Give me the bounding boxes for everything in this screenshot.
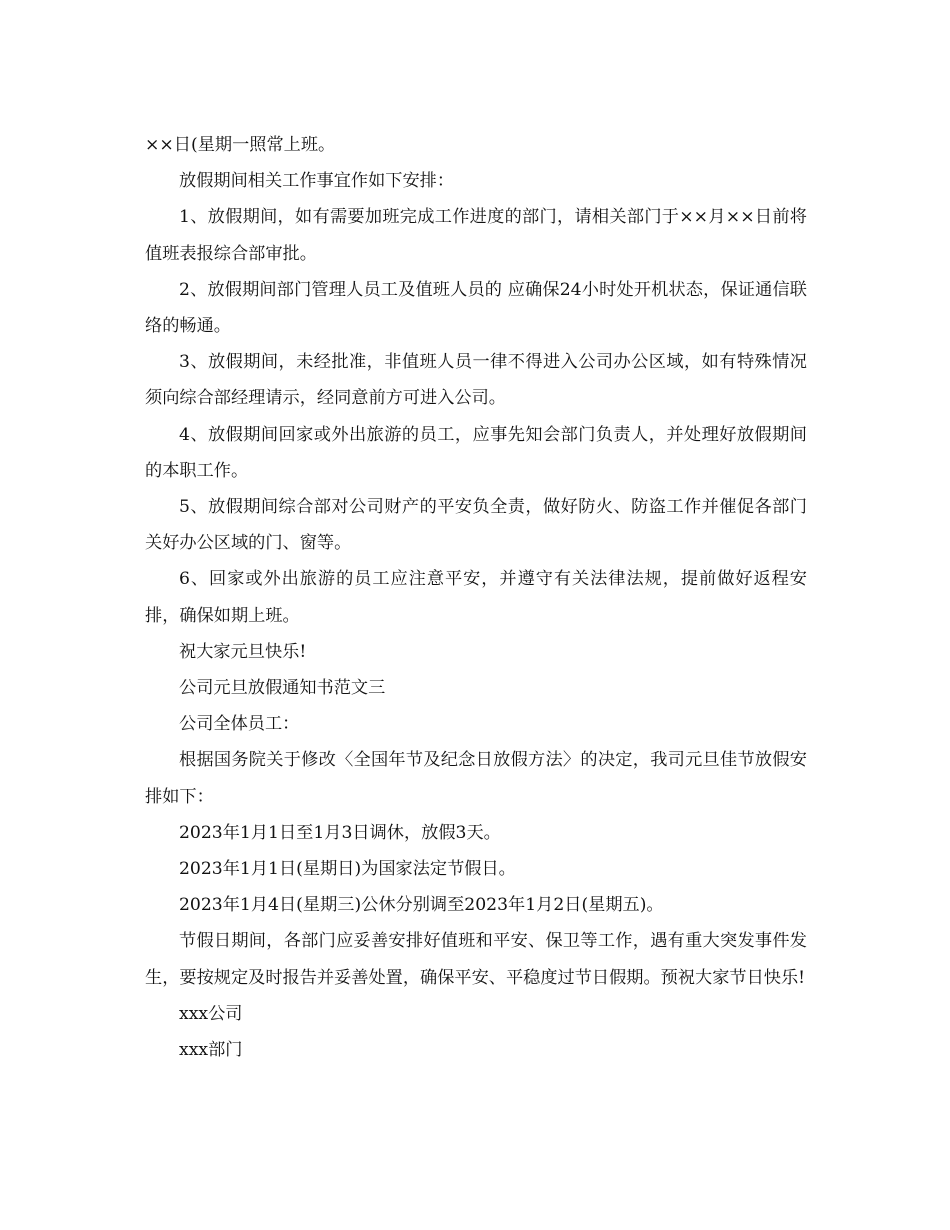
paragraph-item-2: 2、放假期间部门管理人员工及值班人员的 应确保24小时处开机状态，保证通信联络的畅通。	[145, 279, 807, 337]
signature-department: xxx部门	[179, 1040, 243, 1061]
paragraph-date-2: 2023年1月1日(星期日)为国家法定节假日。	[179, 859, 516, 880]
paragraph-item-6: 6、回家或外出旅游的员工应注意平安，并遵守有关法律法规，提前做好返程安排，确保如期上班。	[145, 569, 807, 626]
paragraph-arrangement-intro: 放假期间相关工作事宜作如下安排：	[179, 171, 455, 192]
paragraph-continuation: ××日(星期一照常上班。	[145, 135, 336, 155]
paragraph-date-1: 2023年1月1日至1月3日调休，放假3天。	[179, 822, 501, 843]
paragraph-decision: 根据国务院关于修改〈全国年节及纪念日放假方法〉的决定，我司元旦佳节放假安排如下：	[145, 750, 807, 807]
paragraph-item-4: 4、放假期间回家或外出旅游的员工，应事先知会部门负责人，并处理好放假期间的本职工作。	[145, 424, 807, 481]
paragraph-closing: 节假日期间，各部门应妥善安排好值班和平安、保卫等工作，遇有重大突发事件发生，要按规定及时报告并妥善处置，确保平安、平稳度过节日假期。预祝大家节日快乐!	[145, 931, 807, 988]
paragraph-item-1: 1、放假期间，如有需要加班完成工作进度的部门，请相关部门于××月××日前将值班表报综合部审批。	[145, 207, 807, 264]
document-body	[145, 127, 807, 1068]
paragraph-salutation: 公司全体员工：	[179, 714, 300, 735]
section-title: 公司元旦放假通知书范文三	[179, 678, 386, 699]
paragraph-item-5: 5、放假期间综合部对公司财产的平安负全责，做好防火、防盗工作并催促各部门关好办公区域的门、窗等。	[145, 497, 807, 554]
paragraph-item-3: 3、放假期间，未经批准，非值班人员一律不得进入公司办公区域，如有特殊情况须向综合部经理请示，经同意前方可进入公司。	[145, 352, 807, 409]
paragraph-date-3: 2023年1月4日(星期三)公休分别调至2023年1月2日(星期五)。	[179, 895, 664, 916]
signature-company: xxx公司	[179, 1003, 243, 1024]
paragraph-greeting: 祝大家元旦快乐!	[179, 641, 307, 662]
